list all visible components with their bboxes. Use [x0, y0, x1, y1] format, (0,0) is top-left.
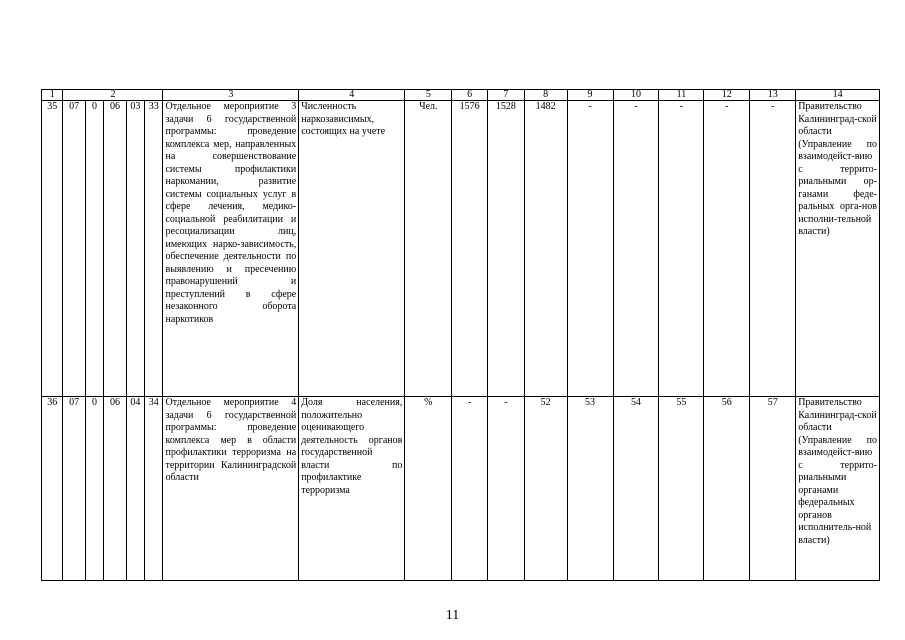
header-cell: 5: [405, 90, 452, 101]
indicators-table: [41, 89, 880, 581]
header-cell: 9: [567, 90, 613, 101]
header-cell: 3: [163, 90, 299, 101]
responsible-cell: Правительство Калининград-ской области (Управление по взаимодейст-вию с террито-риальными ор-ганами феде-ральных орга-нов исполни-тельной власти): [796, 101, 880, 397]
value-cell: 56: [704, 397, 750, 581]
value-cell: -: [567, 101, 613, 397]
value-cell: 52: [524, 397, 567, 581]
header-cell: 14: [796, 90, 880, 101]
table-row: [42, 101, 880, 397]
value-cell: 53: [567, 397, 613, 581]
unit-cell: Чел.: [405, 101, 452, 397]
measure-name: Отдельное мероприятие 4 задачи 6 государственной программы: проведение комплекса мер в области профилактики терроризма на территории Калининградской области: [163, 397, 299, 581]
value-cell: 1528: [488, 101, 525, 397]
header-cell: 13: [750, 90, 796, 101]
header-cell: 2: [63, 90, 163, 101]
page-number: 11: [445, 608, 460, 623]
code-cell: 34: [145, 397, 163, 581]
header-cell: 11: [659, 90, 704, 101]
table-row: [42, 397, 880, 581]
value-cell: 1576: [452, 101, 488, 397]
code-cell: 0: [85, 101, 103, 397]
code-cell: 03: [126, 101, 144, 397]
code-cell: 06: [104, 101, 126, 397]
indicator-name: Доля населения, положительно оценивающего деятельность органов государственной власти по профилактике терроризма: [299, 397, 405, 581]
code-cell: 04: [126, 397, 144, 581]
value-cell: -: [704, 101, 750, 397]
header-row: [42, 90, 880, 101]
code-cell: 07: [63, 397, 85, 581]
responsible-cell: Правительство Калининград-ской области (Управление по взаимодейст-вию с террито-риальными органами федеральных органов исполнитель-ной власти): [796, 397, 880, 581]
value-cell: -: [452, 397, 488, 581]
row-number: 36: [42, 397, 63, 581]
value-cell: -: [750, 101, 796, 397]
code-cell: 07: [63, 101, 85, 397]
value-cell: 1482: [524, 101, 567, 397]
row-number: 35: [42, 101, 63, 397]
value-cell: -: [613, 101, 659, 397]
header-cell: 8: [524, 90, 567, 101]
code-cell: 33: [145, 101, 163, 397]
header-cell: 4: [299, 90, 405, 101]
value-cell: 54: [613, 397, 659, 581]
header-cell: 12: [704, 90, 750, 101]
indicator-name: Численность наркозависимых, состоящих на учете: [299, 101, 405, 397]
value-cell: -: [659, 101, 704, 397]
value-cell: 57: [750, 397, 796, 581]
header-cell: 10: [613, 90, 659, 101]
value-cell: 55: [659, 397, 704, 581]
code-cell: 0: [85, 397, 103, 581]
header-cell: 7: [488, 90, 525, 101]
code-cell: 06: [104, 397, 126, 581]
value-cell: -: [488, 397, 525, 581]
header-cell: 6: [452, 90, 488, 101]
unit-cell: %: [405, 397, 452, 581]
header-cell: 1: [42, 90, 63, 101]
measure-name: Отдельное мероприятие 3 задачи 6 государственной программы: проведение комплекса мер, направленных на совершенствование системы профилактики наркомании, развитие системы социальных услуг в сфере лечения, медико-социальной реабилитации и ресоциализации лиц, имеющих нарко-зависимость, обеспечение деятельности по выявлению и пресечению правонарушений и преступлений в сфере незаконного оборота наркотиков: [163, 101, 299, 397]
